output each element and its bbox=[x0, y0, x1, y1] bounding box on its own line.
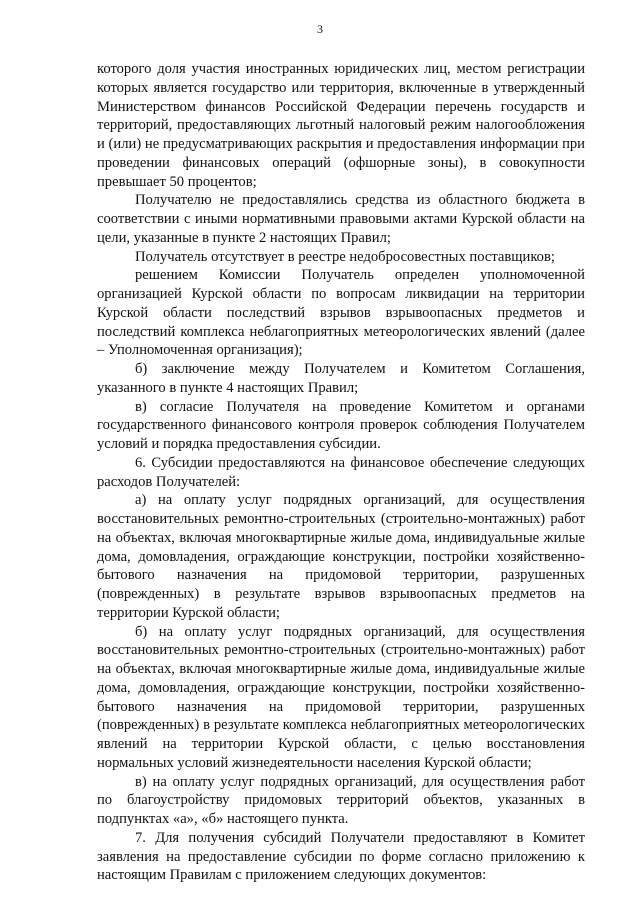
paragraph-6a: а) на оплату услуг подрядных организаций, для осуществления восстановительных ремонтно-строительных (строительно-монтажных) работ на объектах, включая многоквартирные жилые дома, индивидуальные жилые дома, домовладения, ограждающие конструкции, постройки хозяйственно-бытового назначения на придомовой территории, разрушенных (поврежденных) в результате взрывов взрывоопасных предметов на территории Курской области; bbox=[97, 492, 585, 621]
paragraph-section-7: 7. Для получения субсидий Получатели предоставляют в Комитет заявления на предоставление субсидии по форме согласно приложению к настоящим Правилам с приложением следующих документов: bbox=[97, 829, 585, 884]
paragraph-6b: б) на оплату услуг подрядных организаций, для осуществления восстановительных ремонтно-строительных (строительно-монтажных) работ на объектах, включая многоквартирные жилые дома, индивидуальные жилые дома, домовладения, ограждающие конструкции, постройки хозяйственно-бытового назначения на придомовой территории, разрушенных (поврежденных) в результате комплекса неблагоприятных метеорологических явлений на территории Курской области, с целью восстановления нормальных условий жизнедеятельности населения Курской области; bbox=[97, 623, 585, 771]
paragraph-no-regional-funds: Получателю не предоставлялись средства из областного бюджета в соответствии с иными нормативными правовыми актами Курской области на цели, указанные в пункте 2 настоящих Правил; bbox=[97, 192, 585, 246]
paragraph-section-6: 6. Субсидии предоставляются на финансовое обеспечение следующих расходов Получателей: bbox=[97, 454, 585, 490]
document-body bbox=[97, 60, 585, 885]
paragraph-item-v-consent: в) согласие Получателя на проведение Комитетом и органами государственного финансового контроля проверок соблюдения Получателем условий и порядка предоставления субсидии. bbox=[97, 398, 585, 452]
paragraph-not-in-registry: Получатель отсутствует в реестре недобросовестных поставщиков; bbox=[135, 248, 555, 265]
paragraph-commission-decision: решением Комиссии Получатель определен уполномоченной организацией Курской области по вопросам ликвидации на территории Курской области последствий взрывов взрывоопасных предметов и последствий комплекса неблагоприятных метеорологических явлений (далее – Уполномоченная организация); bbox=[97, 267, 585, 359]
paragraph-item-b-agreement: б) заключение между Получателем и Комитетом Соглашения, указанного в пункте 4 настоящих Правил; bbox=[97, 361, 585, 396]
paragraph-offshore-continuation: которого доля участия иностранных юридических лиц, местом регистрации которых является государство или территория, включенные в утвержденный Министерством финансов Российской Федерации перечень государств и территорий, предоставляющих льготный налоговый режим налогообложения и (или) не предусматривающих раскрытия и предоставления информации при проведении финансовых операций (офшорные зоны), в совокупности превышает 50 процентов; bbox=[97, 61, 585, 190]
paragraph-6v: в) на оплату услуг подрядных организаций, для осуществления работ по благоустройству придомовых территорий объектов, указанных в подпунктах «а», «б» настоящего пункта. bbox=[97, 773, 585, 827]
page-number: 3 bbox=[317, 22, 323, 36]
